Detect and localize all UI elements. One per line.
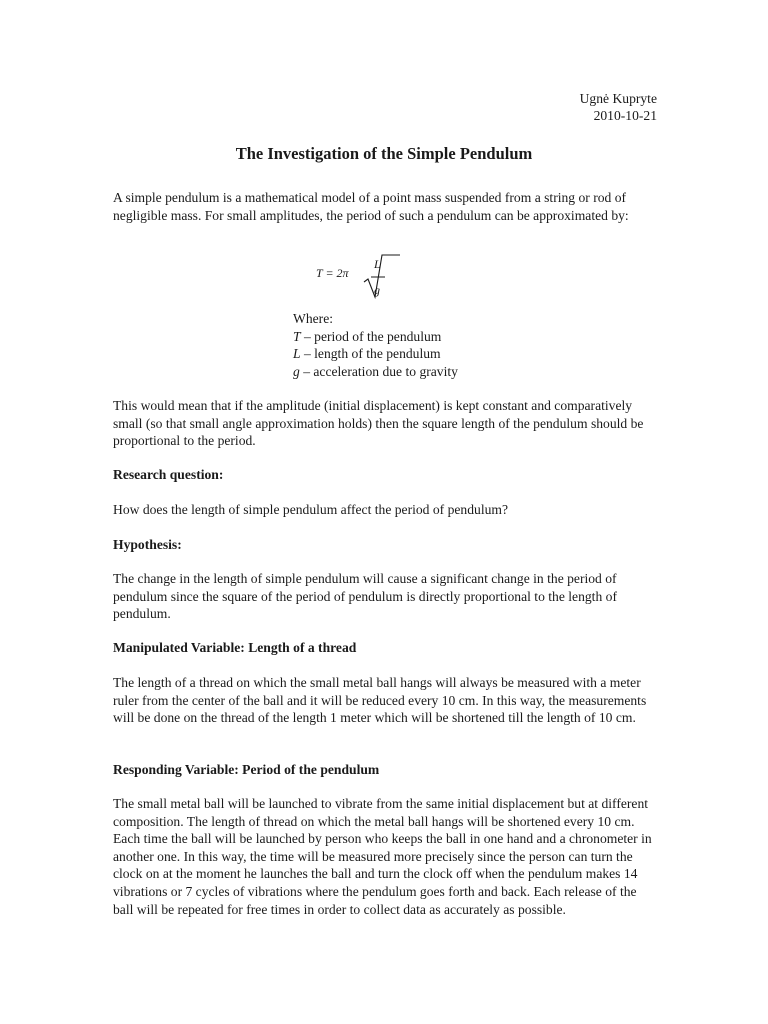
where-text: – length of the pendulum [300,346,441,361]
hypothesis-heading: Hypothesis: [113,537,182,552]
research-question-heading: Research question: [113,467,224,482]
manipulated-variable-text: The length of a thread on which the small metal ball hangs will always be measured with a meter ruler from the center of the ball and it will be reduced every 10 cm. In this way, the measurements will be done on the thread of the length 1 meter which will be shortened till the length of 10 cm. [113,675,647,726]
where-symbol: L [293,346,301,361]
where-symbol: g [293,363,300,379]
document-date: 2010-10-21 [593,108,657,123]
responding-variable-text: The small metal ball will be launched to vibrate from the same initial displacement but at different composition. The length of thread on which the metal ball hangs will be shortened every 10 cm. Each time the ball will be launched by person who keeps the ball in one hand and a chronometer in another one. In this way, the time will be measured more precisely since the person can turn the clock on at the moment he launches the ball and turn the clock off when the pendulum makes 14 vibrations or 7 cycles of vibrations where the pendulum goes forth and back. Each release of the ball will be repeated for free times in order to collect data as accurately as possible. [113,796,652,917]
manipulated-variable-heading: Manipulated Variable: Length of a thread [113,640,357,655]
hypothesis-text: The change in the length of simple pendulum will cause a significant change in the period of pendulum since the square of the period of pendulum is directly proportional to the length of pendulum. [113,571,617,622]
where-item [293,363,458,381]
where-block [293,310,458,380]
where-text: – period of the pendulum [300,328,442,344]
responding-variable-heading: Responding Variable: Period of the pendulum [113,762,380,777]
formula-denominator: g [374,283,380,297]
author-block [580,90,657,124]
where-symbol: T [293,328,301,344]
proportionality-paragraph: This would mean that if the amplitude (initial displacement) is kept constant and comparatively small (so that small angle approximation holds) then the square length of the pendulum should be proportional to the period. [113,398,644,449]
where-text: – acceleration due to gravity [299,363,458,379]
where-item [293,345,458,363]
formula-lhs: T = 2π [316,266,349,280]
author-name: Ugnė Kupryte [579,91,657,106]
document-title: The Investigation of the Simple Pendulum [235,144,533,163]
where-item [293,328,458,346]
intro-paragraph: A simple pendulum is a mathematical model of a point mass suspended from a string or rod of negligible mass. For small amplitudes, the period of such a pendulum can be approximated by: [113,190,629,223]
research-question-text: How does the length of simple pendulum affect the period of pendulum? [113,502,509,517]
formula-numerator: L [374,257,381,271]
fraction-bar [370,275,386,279]
where-label: Where: [293,311,333,326]
